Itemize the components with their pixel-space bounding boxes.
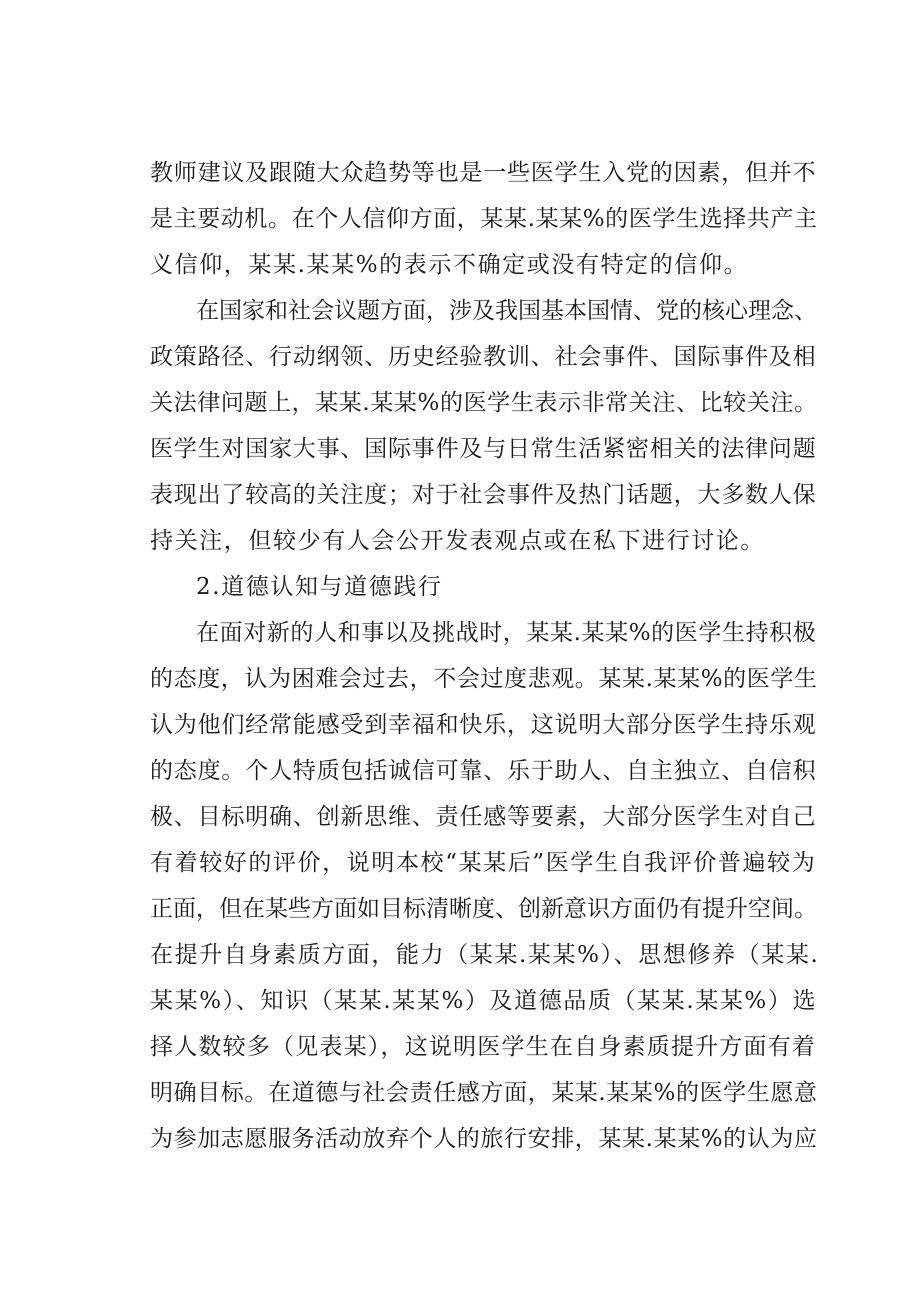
text-line: 极、目标明确、创新思维、责任感等要素，大部分医学生对自己 [150, 804, 817, 830]
text-line: 的态度，认为困难会过去，不会过度悲观。某某.某某%的医学生 [150, 666, 818, 692]
paragraph-start-line: 在国家和社会议题方面，涉及我国基本国情、党的核心理念、 [196, 298, 817, 324]
text-line: 在提升自身素质方面，能力（某某.某某%）、思想修养（某某. [150, 942, 820, 968]
text-line: 表现出了较高的关注度；对于社会事件及热门话题，大多数人保 [150, 482, 817, 508]
section-heading: 2.道德认知与道德践行 [196, 574, 443, 600]
text-line: 择人数较多（见表某），这说明医学生在自身素质提升方面有着 [150, 1034, 817, 1060]
text-line: 明确目标。在道德与社会责任感方面，某某.某某%的医学生愿意 [150, 1080, 818, 1106]
text-line: 某某%）、知识（某某.某某%）及道德品质（某某.某某%）选 [150, 988, 818, 1014]
paragraph-start-line: 在面对新的人和事以及挑战时，某某.某某%的医学生持积极 [196, 620, 817, 646]
body-text [150, 150, 820, 1162]
text-line: 有着较好的评价，说明本校“某某后”医学生自我评价普遍较为 [150, 850, 817, 876]
text-line: 政策路径、行动纲领、历史经验教训、社会事件、国际事件及相 [150, 344, 817, 370]
text-line: 认为他们经常能感受到幸福和快乐，这说明大部分医学生持乐观 [150, 712, 817, 738]
text-line: 持关注，但较少有人会公开发表观点或在私下进行讨论。 [150, 528, 765, 554]
text-line: 教师建议及跟随大众趋势等也是一些医学生入党的因素，但并不 [150, 160, 817, 186]
text-line: 为参加志愿服务活动放弃个人的旅行安排，某某.某某%的认为应 [150, 1126, 818, 1152]
text-line: 关法律问题上，某某.某某%的医学生表示非常关注、比较关注。 [150, 390, 818, 416]
text-line: 的态度。个人特质包括诚信可靠、乐于助人、自主独立、自信积 [150, 758, 817, 784]
text-line: 正面，但在某些方面如目标清晰度、创新意识方面仍有提升空间。 [150, 896, 817, 922]
text-line: 义信仰，某某.某某%的表示不确定或没有特定的信仰。 [150, 252, 749, 278]
text-line: 是主要动机。在个人信仰方面，某某.某某%的医学生选择共产主 [150, 206, 818, 232]
text-line: 医学生对国家大事、国际事件及与日常生活紧密相关的法律问题 [150, 436, 817, 462]
